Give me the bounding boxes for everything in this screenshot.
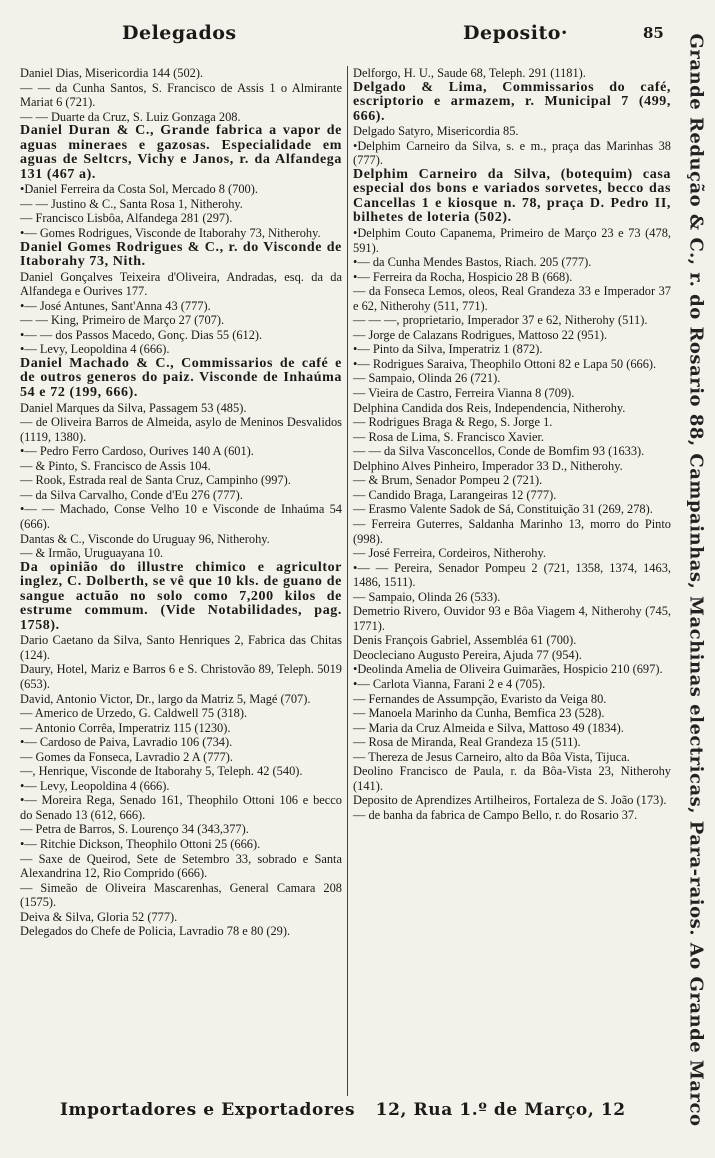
directory-entry: — de Oliveira Barros de Almeida, asylo de Meninos Desvalidos (1119, 1380). bbox=[20, 415, 342, 444]
directory-entry: •— — Pereira, Senador Pompeu 2 (721, 1358, 1374, 1463, 1486, 1511). bbox=[353, 560, 671, 590]
directory-entry: •Delphim Carneiro da Silva, s. e m., praça das Marinhas 38 (777). bbox=[353, 138, 671, 168]
directory-entry: —, Henrique, Visconde de Itaborahy 5, Teleph. 42 (540). bbox=[20, 764, 303, 779]
directory-entry: •— — dos Passos Macedo, Gonç. Dias 55 (612). bbox=[20, 327, 263, 342]
directory-entry: David, Antonio Victor, Dr., largo da Matriz 5, Magé (707). bbox=[20, 691, 311, 706]
directory-entry: — & Brum, Senador Pompeu 2 (721). bbox=[353, 473, 543, 488]
directory-entry: Demetrio Rivero, Ouvidor 93 e Bôa Viagem 4, Nitherohy (745, 1771). bbox=[353, 604, 671, 633]
directory-entry: — Antonio Corrêa, Imperatriz 115 (1230). bbox=[20, 720, 231, 735]
directory-entry: — Candido Braga, Larangeiras 12 (777). bbox=[353, 487, 557, 502]
side-advertisement bbox=[681, 33, 711, 1127]
directory-entry: •— Carlota Vianna, Farani 2 e 4 (705). bbox=[353, 676, 546, 691]
page-number: 85 bbox=[643, 24, 664, 42]
directory-entry: •— Pinto da Silva, Imperatriz 1 (872). bbox=[353, 342, 543, 357]
directory-entry: •— — Machado, Conse Velho 10 e Visconde de Inhaúma 54 (666). bbox=[20, 502, 342, 531]
directory-entry: Dantas & C., Visconde do Uruguay 96, Nitherohy. bbox=[20, 531, 270, 546]
directory-entry: Daniel Duran & C., Grande fabrica a vapor de aguas mineraes e gazosas. Especialidade em aguas de Seltcrs, Vichy e Janos, r. da Alfandega 131 (467 a). bbox=[20, 123, 342, 182]
directory-entry: •— Gomes Rodrigues, Visconde de Itaborahy 73, Nitherohy. bbox=[20, 226, 321, 241]
directory-entry: — da Silva Carvalho, Conde d'Eu 276 (777). bbox=[20, 487, 243, 502]
directory-entry: Delforgo, H. U., Saude 68, Teleph. 291 (1181). bbox=[353, 66, 586, 80]
directory-entry: Delphina Candida dos Reis, Independencia, Nitherohy. bbox=[353, 400, 626, 415]
directory-entry: Daury, Hotel, Mariz e Barros 6 e S. Christovão 89, Teleph. 5019 (653). bbox=[20, 662, 342, 691]
directory-entry: •— Rodrigues Saraiva, Theophilo Ottoni 82 e Lapa 50 (666). bbox=[353, 356, 657, 371]
directory-entry: — Simeão de Oliveira Mascarenhas, General Camara 208 (1575). bbox=[20, 880, 342, 910]
directory-entry: Daniel Machado & C., Commissarios de café e de outros generos do paiz. Visconde de Inhaúma 54 e 72 (199, 666). bbox=[20, 355, 342, 401]
column-divider bbox=[347, 66, 348, 1096]
header-right-title: Deposito· bbox=[463, 22, 569, 44]
directory-entry: •— da Cunha Mendes Bastos, Riach. 205 (777). bbox=[353, 255, 592, 270]
directory-entry: Daniel Dias, Misericordia 144 (502). bbox=[20, 66, 204, 80]
directory-entry: •— Moreira Rega, Senado 161, Theophilo Ottoni 106 e becco do Senado 13 (612, 666). bbox=[20, 793, 342, 822]
directory-entry: — Rosa de Lima, S. Francisco Xavier. bbox=[353, 429, 544, 444]
right-column bbox=[353, 66, 671, 822]
directory-entry: Delgado Satyro, Misericordia 85. bbox=[353, 124, 519, 139]
directory-entry: Daniel Marques da Silva, Passagem 53 (485). bbox=[20, 400, 247, 415]
directory-entry: Daniel Gomes Rodrigues & C., r. do Visconde de Itaborahy 73, Nith. bbox=[20, 239, 342, 270]
left-column bbox=[20, 66, 342, 939]
directory-entry: •Delphim Couto Capanema, Primeiro de Março 23 e 73 (478, 591). bbox=[353, 226, 671, 255]
directory-entry: — — Duarte da Cruz, S. Luiz Gonzaga 208. bbox=[20, 109, 241, 124]
directory-entry: — Manoela Marinho da Cunha, Bemfica 23 (528). bbox=[353, 706, 605, 721]
directory-entry: •— Ferreira da Rocha, Hospicio 28 B (668). bbox=[353, 269, 573, 284]
directory-entry: Dario Caetano da Silva, Santo Henriques 2, Fabrica das Chitas (124). bbox=[20, 633, 342, 662]
directory-entry: •Deolinda Amelia de Oliveira Guimarães, Hospicio 210 (697). bbox=[353, 662, 663, 677]
directory-entry: — José Ferreira, Cordeiros, Nitherohy. bbox=[353, 546, 546, 561]
directory-entry: — Francisco Lisbôa, Alfandega 281 (297). bbox=[20, 211, 233, 226]
side-banner-text: Grande Redução & C., r. do Rosario 88, Campainhas, Machinas electricas, Para-raios. Ao Grande Marco bbox=[685, 33, 707, 1127]
page-header bbox=[0, 22, 715, 50]
page-footer bbox=[60, 1100, 680, 1120]
directory-entry: Daniel Gonçalves Teixeira d'Oliveira, Andradas, esq. da da Alfandega e Ourives 177. bbox=[20, 269, 342, 299]
directory-entry: •— José Antunes, Sant'Anna 43 (777). bbox=[20, 298, 211, 313]
directory-entry: •— Levy, Leopoldina 4 (666). bbox=[20, 778, 170, 793]
directory-entry: — Rosa de Miranda, Real Grandeza 15 (511). bbox=[353, 735, 581, 750]
directory-entry: — & Irmão, Uruguayana 10. bbox=[20, 546, 164, 561]
directory-entry: — Gomes da Fonseca, Lavradio 2 A (777). bbox=[20, 749, 234, 764]
directory-entry: — — da Cunha Santos, S. Francisco de Assis 1 o Almirante Mariat 6 (721). bbox=[20, 80, 342, 110]
footer-left: Importadores e Exportadores bbox=[60, 1100, 356, 1120]
directory-entry: — — da Silva Vasconcellos, Conde de Bomfim 93 (1633). bbox=[353, 444, 645, 459]
directory-entry: — — Justino & C., Santa Rosa 1, Nitherohy. bbox=[20, 196, 243, 211]
header-left-title: Delegados bbox=[122, 22, 237, 44]
directory-entry: — & Pinto, S. Francisco de Assis 104. bbox=[20, 458, 211, 473]
directory-entry: Da opinião do illustre chimico e agricultor inglez, C. Dolberth, se vê que 10 kls. de guano de sangue actuão no solo como 7,200 kilos de estrume commum. (Vide Notabilidades, pag. 1758). bbox=[20, 559, 342, 633]
directory-entry: Deposito de Aprendizes Artilheiros, Fortaleza de S. João (173). bbox=[353, 793, 667, 808]
directory-entry: Delphim Carneiro da Silva, (botequim) casa especial dos bons e variados sorvetes, becco das Cancellas 1 e kiosque n. 78, praça D. Pedro II, bilhetes de loteria (502). bbox=[353, 166, 671, 226]
directory-entry: Denis François Gabriel, Assembléa 61 (700). bbox=[353, 633, 577, 648]
directory-entry: — Fernandes de Assumpção, Evaristo da Veiga 80. bbox=[353, 691, 607, 706]
directory-entry: — Rodrigues Braga & Rego, S. Jorge 1. bbox=[353, 415, 553, 430]
directory-entry: Delgado & Lima, Commissarios do café, escriptorio e armazem, r. Municipal 7 (499, 666). bbox=[353, 79, 671, 124]
directory-entry: Deolino Francisco de Paula, r. da Bôa-Vista 23, Nitherohy (141). bbox=[353, 764, 671, 793]
directory-entry: — Maria da Cruz Almeida e Silva, Mattoso 49 (1834). bbox=[353, 720, 624, 735]
directory-entry: — de banha da fabrica de Campo Bello, r. do Rosario 37. bbox=[353, 807, 638, 822]
directory-entry: — Petra de Barros, S. Lourenço 34 (343,377). bbox=[20, 822, 249, 837]
directory-entry: •Daniel Ferreira da Costa Sol, Mercado 8 (700). bbox=[20, 182, 258, 197]
directory-entry: Deocleciano Augusto Pereira, Ajuda 77 (954). bbox=[353, 647, 582, 662]
directory-entry: Deiva & Silva, Gloria 52 (777). bbox=[20, 909, 178, 924]
directory-entry: — — King, Primeiro de Março 27 (707). bbox=[20, 313, 225, 328]
directory-entry: — Rook, Estrada real de Santa Cruz, Campinho (997). bbox=[20, 473, 291, 488]
directory-entry: — Thereza de Jesus Carneiro, alto da Bôa Vista, Tijuca. bbox=[353, 749, 630, 764]
directory-entry: — da Fonseca Lemos, oleos, Real Grandeza 33 e Imperador 37 e 62, Nitherohy (511, 771). bbox=[353, 284, 671, 313]
footer-address: 12, Rua 1.º de Março, 12 bbox=[375, 1100, 626, 1120]
directory-entry: Delegados do Chefe de Policia, Lavradio 78 e 80 (29). bbox=[20, 924, 291, 939]
directory-entry: — Sampaio, Olinda 26 (721). bbox=[353, 371, 501, 386]
directory-entry: •— Ritchie Dickson, Theophilo Ottoni 25 (666). bbox=[20, 836, 261, 851]
directory-entry: •— Levy, Leopoldina 4 (666). bbox=[20, 342, 170, 357]
directory-entry: — Jorge de Calazans Rodrigues, Mattoso 22 (951). bbox=[353, 327, 608, 342]
directory-entry: — Sampaio, Olinda 26 (533). bbox=[353, 589, 501, 604]
directory-entry: Delphino Alves Pinheiro, Imperador 33 D., Nitherohy. bbox=[353, 458, 623, 473]
directory-entry: — Americo de Urzedo, G. Caldwell 75 (318). bbox=[20, 706, 248, 721]
directory-entry: — Erasmo Valente Sadok de Sá, Constituição 31 (269, 278). bbox=[353, 502, 653, 517]
directory-entry: — — —, proprietario, Imperador 37 e 62, Nitherohy (511). bbox=[353, 313, 648, 328]
directory-entry: — Saxe de Queirod, Sete de Setembro 33, sobrado e Santa Alexandrina 12, Rio Comprido (666). bbox=[20, 851, 342, 881]
directory-entry: — Vieira de Castro, Ferreira Vianna 8 (709). bbox=[353, 386, 575, 401]
directory-entry: •— Pedro Ferro Cardoso, Ourives 140 A (601). bbox=[20, 444, 254, 459]
directory-entry: — Ferreira Guterres, Saldanha Marinho 13, morro do Pinto (998). bbox=[353, 516, 671, 546]
directory-entry: •— Cardoso de Paiva, Lavradio 106 (734). bbox=[20, 735, 233, 750]
